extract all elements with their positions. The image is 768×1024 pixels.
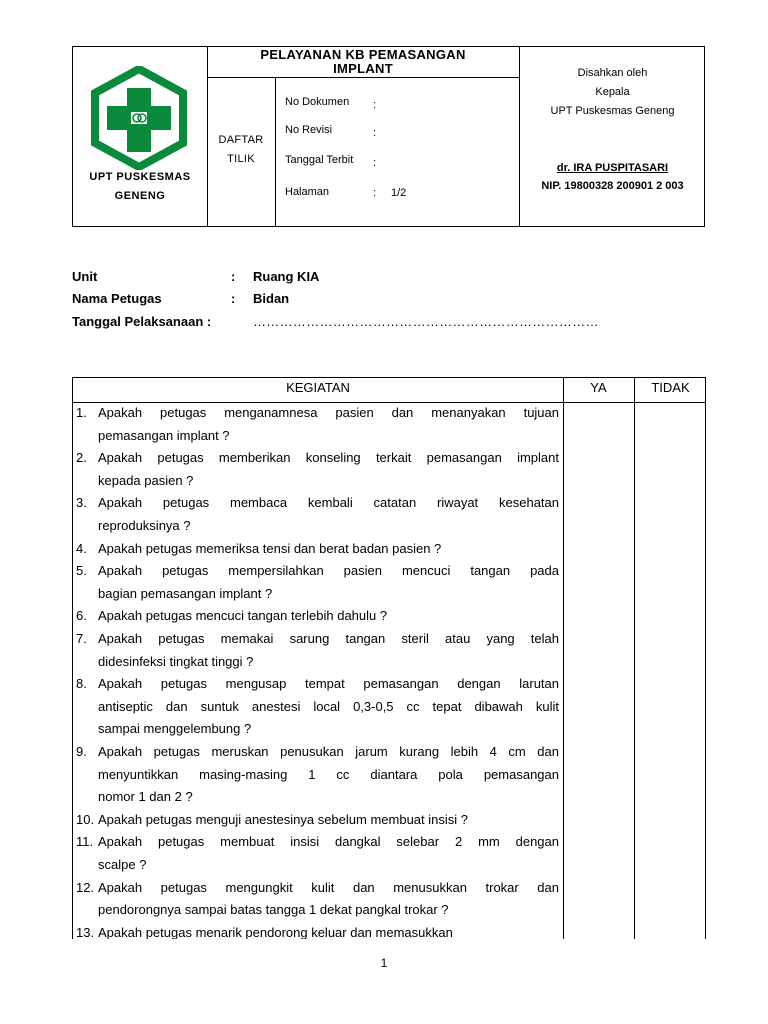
row-text-line: menyuntikkan masing-masing 1 cc diantara pola pemasangan [98, 766, 559, 782]
table-row [73, 673, 563, 741]
row-text-line: Apakah petugas menganamnesa pasien dan menanyakan tujuan [98, 405, 559, 420]
row-number: 13. [76, 924, 95, 939]
title-line1: PELAYANAN KB PEMASANGAN [260, 47, 466, 62]
row-text-line: Apakah petugas menarik pendorong keluar dan memasukkan [98, 924, 453, 939]
meta-label-no-dokumen: No Dokumen [285, 96, 350, 108]
row-text-line: Apakah petugas mengusap tempat pemasangan dengan larutan [98, 676, 559, 692]
page-number: 1 [380, 956, 388, 970]
institution-name-line2: GENENG [114, 190, 166, 202]
table-row [73, 447, 563, 492]
column-header-kegiatan: KEGIATAN [286, 380, 350, 395]
table-row [73, 538, 563, 561]
row-number: 2. [76, 450, 87, 466]
table-row [73, 877, 563, 922]
row-text-line: Apakah petugas mempersilahkan pasien mencuci tangan pada [98, 563, 559, 579]
table-row [73, 922, 563, 939]
column-divider [563, 378, 564, 939]
document-title [207, 47, 519, 78]
row-text-line: Apakah petugas membuat insisi dangkal selebar 2 mm dengan [98, 834, 559, 850]
info-label-tanggal-pelaksanaan: Tanggal Pelaksanaan : [72, 314, 212, 329]
approval-line1: Disahkan oleh [577, 67, 648, 79]
approval-line3: UPT Puskesmas Geneng [550, 105, 675, 117]
table-row [73, 492, 563, 537]
row-text-line: antiseptic dan suntuk anestesi local 0,3-0,5 cc tepat dibawah kulit [98, 698, 559, 714]
approver-name: dr. IRA PUSPITASARI [556, 162, 669, 174]
table-row [73, 741, 563, 809]
row-number: 8. [76, 676, 87, 692]
info-label-unit: Unit [72, 269, 98, 284]
table-row [73, 560, 563, 605]
column-header-tidak: TIDAK [651, 380, 690, 395]
meta-label-tanggal-terbit: Tanggal Terbit [285, 154, 354, 166]
table-row [73, 831, 563, 876]
row-text-line: Apakah petugas memakai sarung tangan steril atau yang telah [98, 631, 559, 646]
info-label-nama-petugas: Nama Petugas [72, 291, 162, 306]
puskesmas-logo-icon [90, 66, 188, 170]
row-number: 10. [76, 811, 95, 827]
doc-type-line1: DAFTAR [218, 134, 264, 146]
column-header-ya: YA [590, 380, 607, 395]
meta-colon: : [373, 127, 377, 139]
approval-line2: Kepala [595, 86, 630, 98]
row-number: 7. [76, 631, 87, 646]
header-divider [275, 77, 276, 226]
row-text-line: Apakah petugas meruskan penusukan jarum kurang lebih 4 cm dan [98, 744, 559, 759]
row-text-line: pendorongnya sampai batas tangga 1 dekat pangkal trokar ? [98, 902, 449, 918]
table-row [73, 605, 563, 628]
info-value-unit: Ruang KIA [253, 269, 320, 284]
table-row [73, 628, 563, 673]
row-text-line: Apakah petugas mengungkit kulit dan menusukkan trokar dan [98, 879, 559, 895]
approver-nip: NIP. 19800328 200901 2 003 [541, 180, 684, 192]
row-text-line: Apakah petugas membaca kembali catatan riwayat kesehatan [98, 495, 559, 511]
document-type [207, 131, 275, 169]
row-number: 4. [76, 540, 87, 556]
row-number: 9. [76, 744, 87, 759]
row-number: 3. [76, 495, 87, 511]
title-line2: IMPLANT [333, 61, 393, 76]
meta-colon: : [373, 99, 377, 111]
row-text-line: sampai menggelembung ? [98, 721, 252, 737]
info-value-nama-petugas: Bidan [253, 291, 290, 306]
row-text-line: didesinfeksi tingkat tinggi ? [98, 653, 254, 669]
meta-colon: : [373, 157, 377, 169]
row-text-line: scalpe ? [98, 856, 147, 872]
checklist-table [72, 377, 706, 939]
row-number: 6. [76, 608, 87, 624]
row-number: 12. [76, 879, 95, 895]
row-number: 11. [76, 834, 94, 850]
row-text-line: Apakah petugas menguji anestesinya sebelum membuat insisi ? [98, 811, 468, 827]
meta-label-no-revisi: No Revisi [285, 124, 333, 136]
row-text-line: Apakah petugas memeriksa tensi dan berat badan pasien ? [98, 540, 442, 556]
institution-name: UPT PUSKESMAS [89, 171, 191, 183]
row-text-line: bagian pemasangan implant ? [98, 585, 273, 601]
info-colon: : [231, 291, 236, 306]
row-text-line: pemasangan implant ? [98, 427, 230, 443]
column-divider [634, 378, 635, 939]
meta-label-halaman: Halaman [285, 186, 330, 198]
document-header [72, 46, 705, 227]
row-text-line: nomor 1 dan 2 ? [98, 789, 193, 805]
row-number: 5. [76, 563, 87, 579]
table-row [73, 809, 563, 832]
row-text-line: Apakah petugas memberikan konseling terkait pemasangan implant [98, 450, 559, 466]
meta-colon: : [373, 187, 377, 199]
row-text-line: kepada pasien ? [98, 472, 194, 488]
row-number: 1. [76, 405, 87, 420]
table-row [73, 402, 563, 447]
row-text-line: Apakah petugas mencuci tangan terlebih dahulu ? [98, 608, 388, 624]
info-colon: : [231, 269, 236, 284]
info-value-tanggal-pelaksanaan: …………………………………………………………………… [253, 314, 599, 329]
row-text-line: reproduksinya ? [98, 517, 191, 533]
doc-type-line2: TILIK [227, 153, 255, 165]
meta-value-halaman: 1/2 [391, 187, 407, 199]
